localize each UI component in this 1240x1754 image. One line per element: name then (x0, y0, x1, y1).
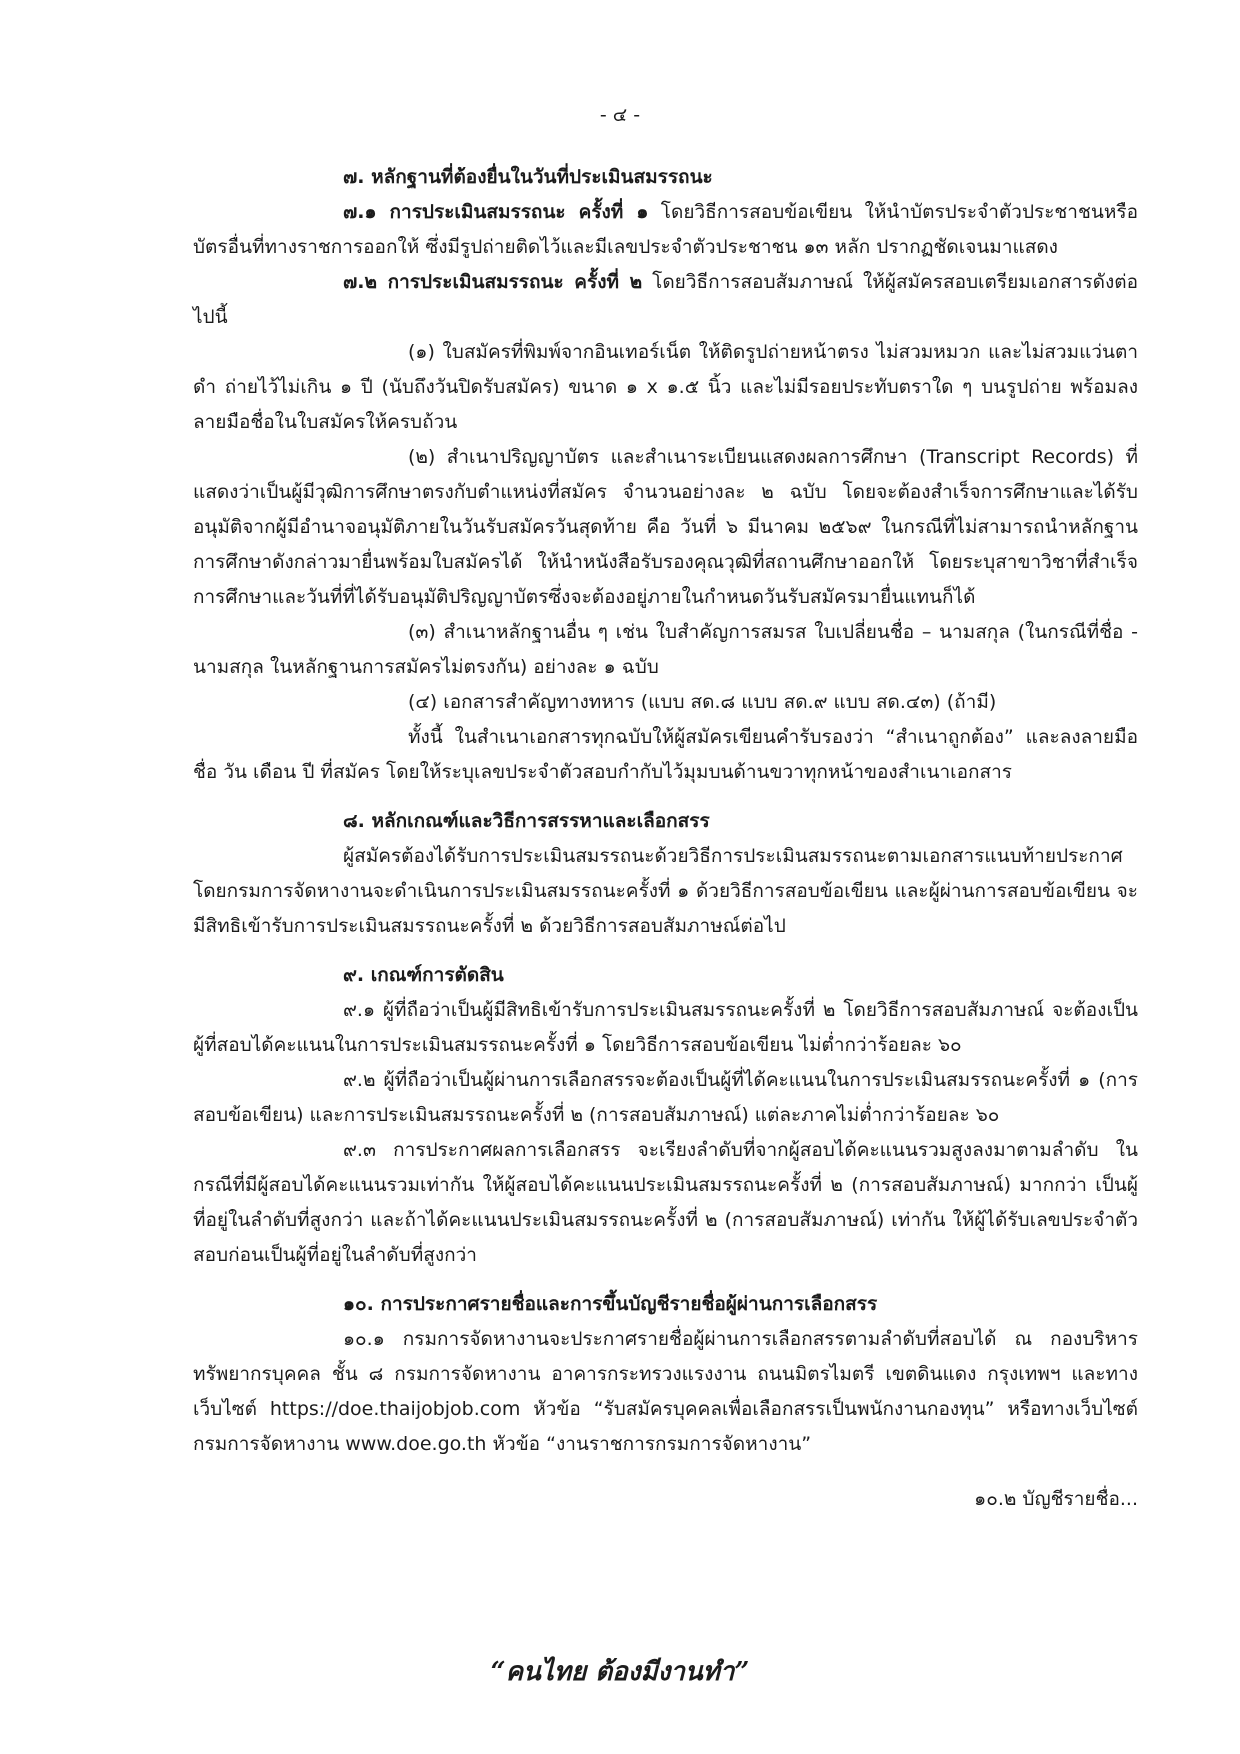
paragraph (193, 993, 1138, 1063)
paragraph-text: ๙.๓ การประกาศผลการเลือกสรร จะเรียงลำดับที่จากผู้สอบได้คะแนนรวมสูงลงมาตามลำดับ ในกรณีที่มีผู้สอบได้คะแนนรวมเท่ากัน ให้ผู้สอบได้คะแนนประเมินสมรรถนะครั้งที่ ๒ (การสอบสัมภาษณ์) มากกว่า เป็นผู้ที่อยู่ในลำดับที่สูงกว่า และถ้าได้คะแนนประเมินสมรรถนะครั้งที่ ๒ (การสอบสัมภาษณ์) เท่ากัน ให้ผู้ได้รับเลขประจำตัวสอบก่อนเป็นผู้ที่อยู่ในลำดับที่สูงกว่า (193, 1139, 1138, 1266)
paragraph-text: (๓) สำเนาหลักฐานอื่น ๆ เช่น ใบสำคัญการสมรส ใบเปลี่ยนชื่อ – นามสกุล (ในกรณีที่ชื่อ - นามสกุล ในหลักฐานการสมัครไม่ตรงกัน) อย่างละ ๑ ฉบับ (193, 621, 1138, 678)
paragraph (193, 265, 1138, 335)
paragraph-text: โดยวิธีการสอบสัมภาษณ์ ให้ผู้สมัครสอบเตรียมเอกสารดังต่อไปนี้ (193, 271, 1138, 328)
page-number: - ๔ - (599, 104, 641, 126)
paragraph-text: ๙. เกณฑ์การตัดสิน (343, 964, 504, 986)
footer-motto: “คนไทย ต้องมีงานทำ” (490, 1657, 750, 1687)
paragraph-text: ๑๐.๑ กรมการจัดหางานจะประกาศรายชื่อผู้ผ่านการเลือกสรรตามลำดับที่สอบได้ ณ กองบริหารทรัพยากรบุคคล ชั้น ๘ กรมการจัดหางาน อาคารกระทรวงแรงงาน ถนนมิตรไมตรี เขตดินแดง กรุงเทพฯ และทางเว็บไซต์ https://doe.thaijobjob.com หัวข้อ “รับสมัครบุคคลเพื่อเลือกสรรเป็นพนักงานกองทุน” หรือทางเว็บไซต์กรมการจัดหางาน www.doe.go.th หัวข้อ “งานราชการกรมการจัดหางาน” (193, 1328, 1138, 1455)
paragraph (193, 685, 1138, 720)
continuation-note (193, 1482, 1138, 1517)
paragraph-text: (๒) สำเนาปริญญาบัตร และสำเนาระเบียนแสดงผลการศึกษา (Transcript Records) ที่แสดงว่าเป็นผู้มีวุฒิการศึกษาตรงกับตำแหน่งที่สมัคร จำนวนอย่างละ ๒ ฉบับ โดยจะต้องสำเร็จการศึกษาและได้รับอนุมัติจากผู้มีอำนาจอนุมัติภายในวันรับสมัครวันสุดท้าย คือ วันที่ ๖ มีนาคม ๒๕๖๙ ในกรณีที่ไม่สามารถนำหลักฐานการศึกษาดังกล่าวมายื่นพร้อมใบสมัครได้ ให้นำหนังสือรับรองคุณวุฒิที่สถานศึกษาออกให้ โดยระบุสาขาวิชาที่สำเร็จการศึกษาและวันที่ที่ได้รับอนุมัติปริญญาบัตรซึ่งจะต้องอยู่ภายในกำหนดวันรับสมัครมายื่นแทนก็ได้ (193, 446, 1138, 608)
paragraph-text: ผู้สมัครต้องได้รับการประเมินสมรรถนะด้วยวิธีการประเมินสมรรถนะตามเอกสารแนบท้ายประกาศ โดยกรมการจัดหางานจะดำเนินการประเมินสมรรถนะครั้งที่ ๑ ด้วยวิธีการสอบข้อเขียน และผู้ผ่านการสอบข้อเขียน จะมีสิทธิเข้ารับการประเมินสมรรถนะครั้งที่ ๒ ด้วยวิธีการสอบสัมภาษณ์ต่อไป (193, 845, 1138, 937)
section-heading (193, 958, 1138, 993)
section-heading (193, 1287, 1138, 1322)
paragraph-text: ๙.๒ ผู้ที่ถือว่าเป็นผู้ผ่านการเลือกสรรจะต้องเป็นผู้ที่ได้คะแนนในการประเมินสมรรถนะครั้งที่ ๑ (การสอบข้อเขียน) และการประเมินสมรรถนะครั้งที่ ๒ (การสอบสัมภาษณ์) แต่ละภาคไม่ต่ำกว่าร้อยละ ๖๐ (193, 1069, 1138, 1126)
paragraph (193, 440, 1138, 615)
paragraph-text: ทั้งนี้ ในสำเนาเอกสารทุกฉบับให้ผู้สมัครเขียนคำรับรองว่า “สำเนาถูกต้อง” และลงลายมือชื่อ วัน เดือน ปี ที่สมัคร โดยให้ระบุเลขประจำตัวสอบกำกับไว้มุมบนด้านขวาทุกหน้าของสำเนาเอกสาร (193, 726, 1138, 783)
paragraph (193, 720, 1138, 790)
paragraph (193, 1133, 1138, 1273)
paragraph-text: ๘. หลักเกณฑ์และวิธีการสรรหาและเลือกสรร (343, 810, 710, 832)
paragraph-text: (๔) เอกสารสำคัญทางทหาร (แบบ สด.๘ แบบ สด.๙ แบบ สด.๔๓) (ถ้ามี) (408, 691, 997, 713)
paragraph-text: โดยวิธีการสอบข้อเขียน ให้นำบัตรประจำตัวประชาชนหรือบัตรอื่นที่ทางราชการออกให้ ซึ่งมีรูปถ่ายติดไว้และมีเลขประจำตัวประชาชน ๑๓ หลัก ปรากฏชัดเจนมาแสดง (193, 201, 1139, 258)
paragraph-text: ๙.๑ ผู้ที่ถือว่าเป็นผู้มีสิทธิเข้ารับการประเมินสมรรถนะครั้งที่ ๒ โดยวิธีการสอบสัมภาษณ์ จะต้องเป็นผู้ที่สอบได้คะแนนในการประเมินสมรรถนะครั้งที่ ๑ โดยวิธีการสอบข้อเขียน ไม่ต่ำกว่าร้อยละ ๖๐ (193, 999, 1138, 1056)
paragraph-text: ๗. หลักฐานที่ต้องยื่นในวันที่ประเมินสมรรถนะ (343, 166, 713, 188)
paragraph-bold-lead: ๗.๒ การประเมินสมรรถนะ ครั้งที่ ๒ (343, 271, 643, 293)
paragraph-text: (๑) ใบสมัครที่พิมพ์จากอินเทอร์เน็ต ให้ติดรูปถ่ายหน้าตรง ไม่สวมหมวก และไม่สวมแว่นตาดำ ถ่ายไว้ไม่เกิน ๑ ปี (นับถึงวันปิดรับสมัคร) ขนาด ๑ x ๑.๕ นิ้ว และไม่มีรอยประทับตราใด ๆ บนรูปถ่าย พร้อมลงลายมือชื่อในใบสมัครให้ครบถ้วน (193, 341, 1138, 433)
paragraph (193, 1322, 1138, 1462)
paragraph-bold-lead: ๗.๑ การประเมินสมรรถนะ ครั้งที่ ๑ (343, 201, 649, 223)
document-body (193, 160, 1138, 1517)
paragraph (193, 615, 1138, 685)
paragraph (193, 335, 1138, 440)
paragraph (193, 1063, 1138, 1133)
section-heading (193, 160, 1138, 195)
paragraph (193, 839, 1138, 944)
paragraph (193, 195, 1138, 265)
paragraph-text: ๑๐. การประกาศรายชื่อและการขึ้นบัญชีรายชื่อผู้ผ่านการเลือกสรร (343, 1293, 878, 1315)
section-heading (193, 804, 1138, 839)
paragraph-text: ๑๐.๒ บัญชีรายชื่อ... (974, 1488, 1138, 1510)
